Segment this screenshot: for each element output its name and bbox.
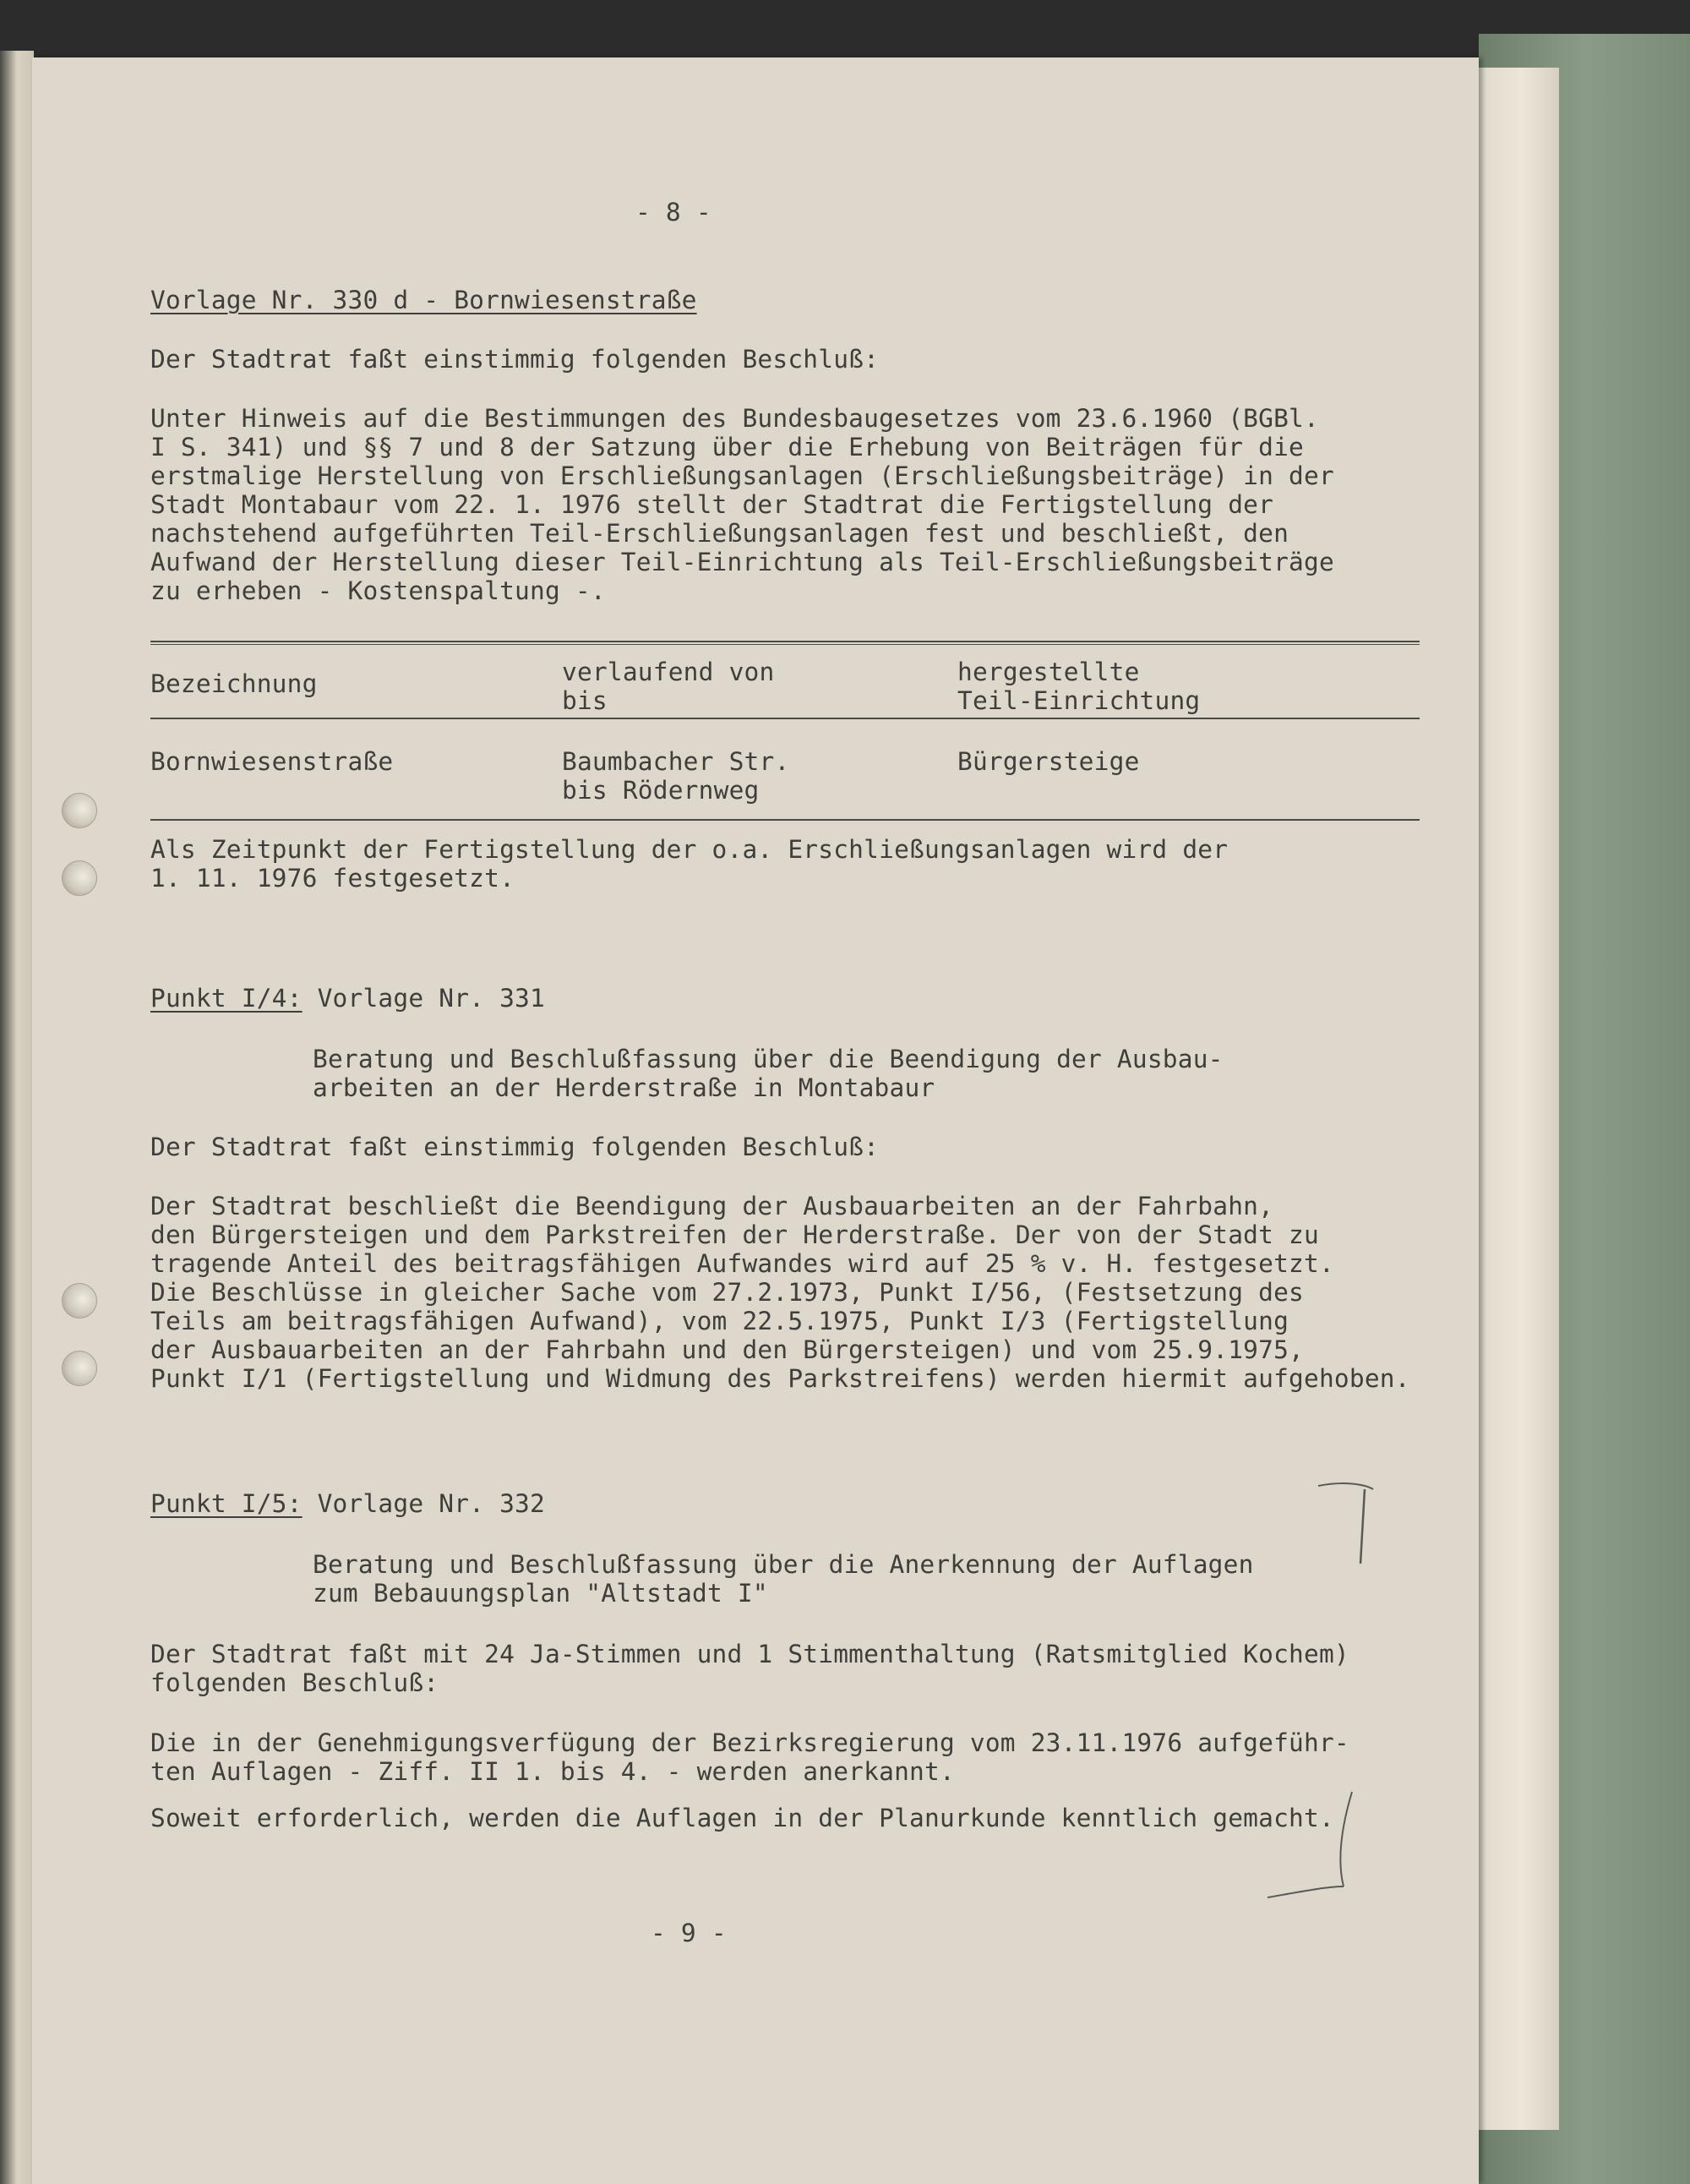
subject-paragraph: Beratung und Beschlußfassung über die Beendigung der Ausbau- arbeiten an der Herderstraße in Montabaur — [313, 1045, 1224, 1102]
table-cell-bezeichnung: Bornwiesenstraße — [150, 747, 394, 776]
table-header-verlaufend: verlaufend von bis — [562, 658, 775, 715]
vorlage-label: Vorlage Nr. 331 — [302, 984, 545, 1013]
table-cell-verlauf: Baumbacher Str. bis Rödernweg — [562, 747, 790, 805]
decision-intro: Der Stadtrat faßt einstimmig folgenden Beschluß: — [150, 345, 880, 374]
decision-intro: Der Stadtrat faßt mit 24 Ja-Stimmen und 1 Stimmenthaltung (Ratsmitglied Kochem) folgenden Beschluß: — [150, 1640, 1349, 1697]
next-page-number: - 9 - — [651, 1919, 727, 1947]
decision-intro: Der Stadtrat faßt einstimmig folgenden Beschluß: — [150, 1133, 880, 1161]
table-cell-einrichtung: Bürgersteige — [957, 747, 1140, 776]
table-header-einrichtung: hergestellte Teil-Einrichtung — [957, 658, 1201, 715]
body-paragraph: Der Stadtrat beschließt die Beendigung der Ausbauarbeiten an der Fahrbahn, den Bürgersteigen und dem Parkstreifen der Herderstraße. Der von der Stadt zu tragende Anteil des beitragsfähigen Aufwandes wird auf 25 % v. H. festgesetzt. Die Beschlüsse in gleicher Sache vom 27.2.1973, Punkt I/56, (Festsetzung des Teils am beitragsfähigen Aufwand), vom 22.5.1975, Punkt I/3 (Fertigstellung der Ausbauarbeiten an der Fahrbahn und den Bürgersteigen) und vom 25.9.1975, Punkt I/1 (Fertigstellung und Widmung des Parkstreifens) werden hiermit aufgehoben. — [150, 1192, 1410, 1393]
point-label: Punkt I/4: — [150, 984, 303, 1013]
body-paragraph: Soweit erforderlich, werden die Auflagen in der Planurkunde kenntlich gemacht. — [150, 1804, 1334, 1832]
table-header-bezeichnung: Bezeichnung — [150, 669, 318, 698]
body-paragraph: Unter Hinweis auf die Bestimmungen des Bundesbaugesetzes vom 23.6.1960 (BGBl. I S. 341) und §§ 7 und 8 der Satzung über die Erhebung von Beiträgen für die erstmalige Herstellung von Erschließungsanlagen (Erschließungsbeiträge) in der Stadt Montabaur vom 22. 1. 1976 stellt der Stadtrat die Fertigstellung der nachstehend aufgeführten Teil-Erschließungsanlagen fest und beschließt, den Aufwand der Herstellung dieser Teil-Einrichtung als Teil-Erschließungsbeiträge zu erheben - Kostenspaltung -. — [150, 404, 1334, 605]
subject-paragraph: Beratung und Beschlußfassung über die Anerkennung der Auflagen zum Bebauungsplan "Altstadt I" — [313, 1550, 1254, 1608]
page-number: - 8 - — [635, 198, 711, 227]
completion-paragraph: Als Zeitpunkt der Fertigstellung der o.a. Erschließungsanlagen wird der 1. 11. 1976 festgesetzt. — [150, 835, 1229, 893]
point-label: Punkt I/5: — [150, 1489, 303, 1518]
vorlage-label: Vorlage Nr. 332 — [302, 1489, 545, 1518]
section-title-vorlage-330d: Vorlage Nr. 330 d - Bornwiesenstraße — [150, 286, 697, 314]
body-paragraph: Die in der Genehmigungsverfügung der Bezirksregierung vom 23.11.1976 aufgeführ- ten Auflagen - Ziff. II 1. bis 4. - werden anerkannt. — [150, 1728, 1349, 1786]
